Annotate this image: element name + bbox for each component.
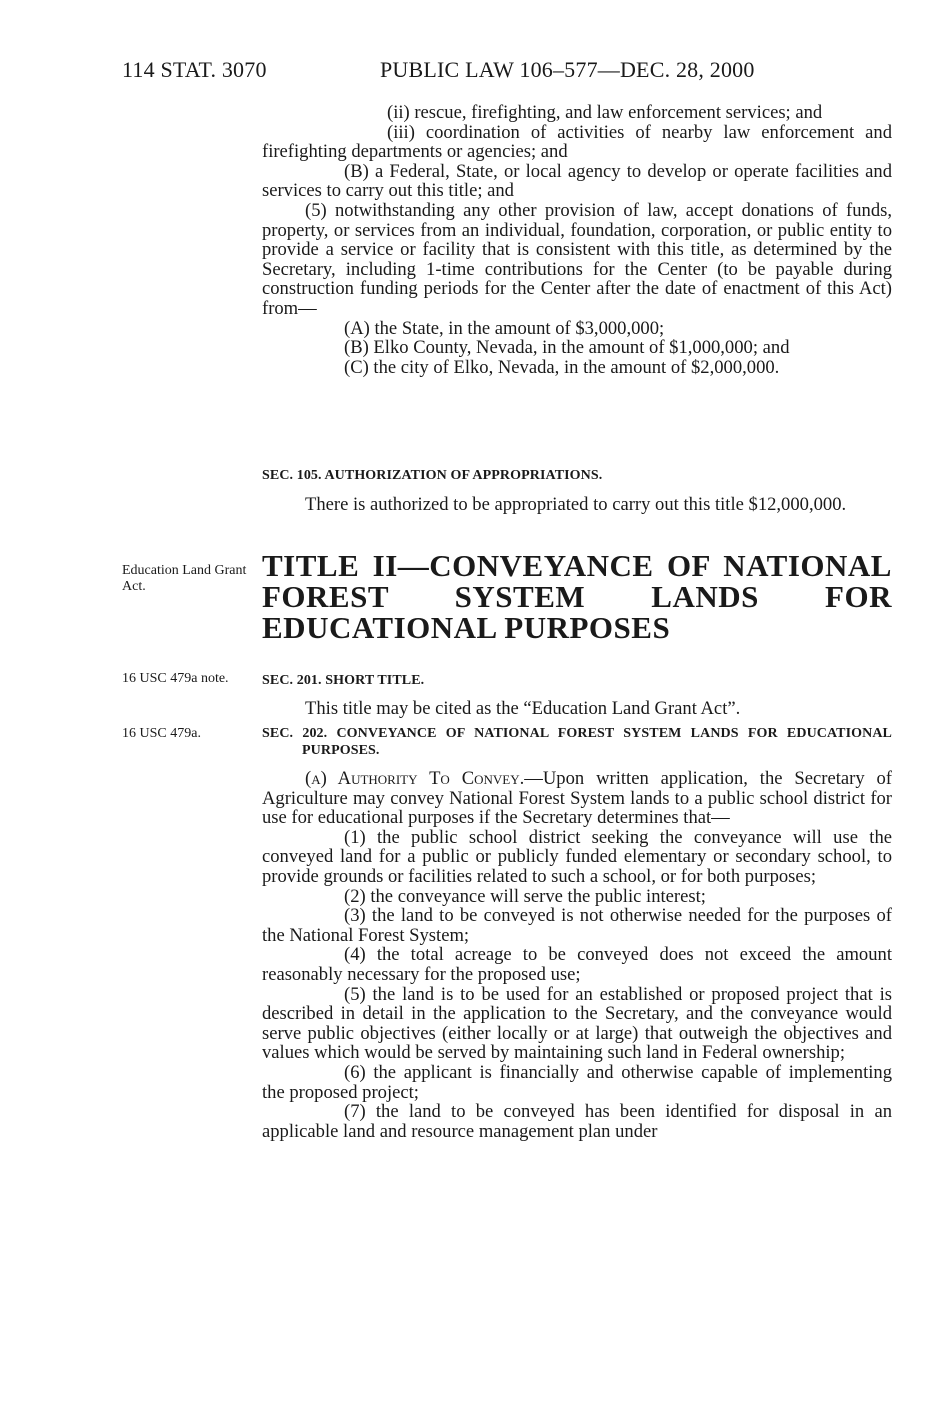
para-A-state: (A) the State, in the amount of $3,000,000; <box>344 317 665 339</box>
para-B-agency: (B) a Federal, State, or local agency to develop or operate facilities and services to carry out this title; and <box>262 160 892 202</box>
list-item: (7) the land to be conveyed has been identified for disposal in an applicable land and resource management plan under <box>262 1101 892 1142</box>
top-text-block <box>262 103 892 377</box>
list-item: (3) the land to be conveyed is not otherwise needed for the purposes of the National Forest System; <box>262 905 892 946</box>
sec202-a <box>262 769 892 828</box>
sec105-heading: SEC. 105. AUTHORIZATION OF APPROPRIATIONS. <box>262 468 603 483</box>
sec202-a-label: (a) Authority To Convey. <box>305 768 525 789</box>
list-item: (6) the applicant is financially and otherwise capable of implementing the proposed project; <box>262 1061 892 1103</box>
sec105-body: There is authorized to be appropriated to carry out this title $12,000,000. <box>305 493 847 515</box>
sec202-a-body: —Upon written application, the Secretary of Agriculture may convey National Forest System lands to a public school district for use for educational purposes if the Secretary determines that— <box>262 768 892 829</box>
list-item: (4) the total acreage to be conveyed does not exceed the amount reasonably necessary for the proposed use; <box>262 944 892 985</box>
sec105-block <box>262 466 892 514</box>
title-ii-heading: TITLE II—CONVEYANCE OF NATIONAL FOREST SYSTEM LANDS FOR EDUCATIONAL PURPOSES <box>262 548 892 645</box>
para-5: (5) notwithstanding any other provision of law, accept donations of funds, property, or services from an individual, foundation, corporation, or public entity to provide a service or facility that is consistent with this title, as determined by the Secretary, including 1-time contributions for the Center (to be payable during construction funding periods for the Center after the date of enactment of this Act) from— <box>262 199 892 319</box>
margin-note-sec201: 16 USC 479a note. <box>122 671 229 686</box>
para-ii: (ii) rescue, firefighting, and law enforcement services; and <box>387 102 823 123</box>
sec201-body: This title may be cited as the “Education Land Grant Act”. <box>305 697 741 719</box>
list-item: (1) the public school district seeking the conveyance will use the conveyed land for a public or publicly funded elementary or secondary school, to provide grounds or facilities related to such a school, or for both purposes; <box>262 826 892 887</box>
para-iii: (iii) coordination of activities of nearby law enforcement and firefighting departments or agencies; and <box>262 121 892 163</box>
sec201-heading: SEC. 201. SHORT TITLE. <box>262 673 425 688</box>
para-B-elko-county: (B) Elko County, Nevada, in the amount of $1,000,000; and <box>344 337 790 359</box>
running-header-law: PUBLIC LAW 106–577—DEC. 28, 2000 <box>380 57 755 82</box>
list-item: (2) the conveyance will serve the public interest; <box>344 885 706 907</box>
list-item: (5) the land is to be used for an established or proposed project that is described in detail in the application to the Secretary, and the conveyance would serve public objectives (either locally or at large) that outweigh the objectives and values which would be served by maintaining such land in Federal ownership; <box>262 983 892 1064</box>
margin-note-education-land-grant: Education Land Grant Act. <box>122 563 247 594</box>
running-header-stat: 114 STAT. 3070 <box>122 57 267 82</box>
margin-note-sec202: 16 USC 479a. <box>122 726 201 741</box>
para-C-city: (C) the city of Elko, Nevada, in the amount of $2,000,000. <box>344 356 780 378</box>
sec202-heading: SEC. 202. CONVEYANCE OF NATIONAL FOREST SYSTEM LANDS FOR EDUCATIONAL PURPOSES. <box>262 726 892 758</box>
sec201-block <box>262 671 892 718</box>
sec202-block <box>262 725 892 1141</box>
